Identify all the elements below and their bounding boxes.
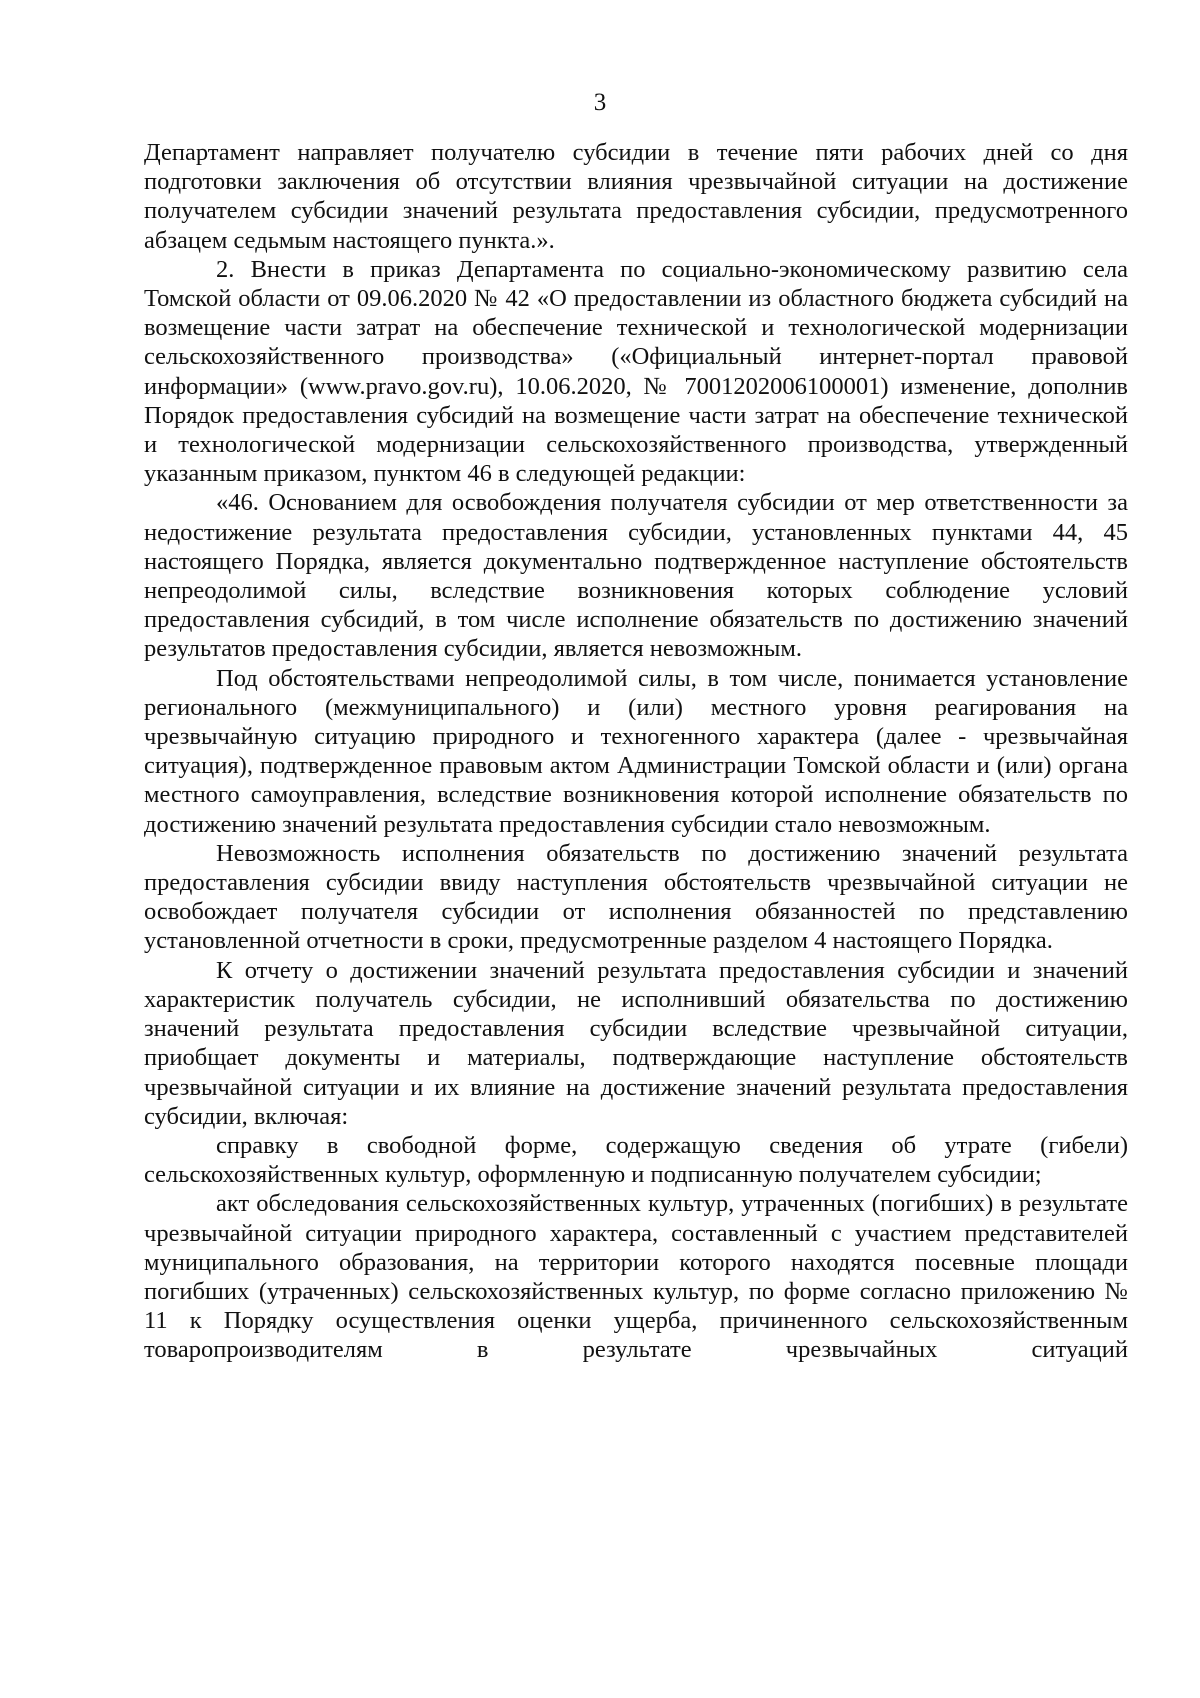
paragraph-point-46: «46. Основанием для освобождения получателя субсидии от мер ответственности за недостижение результата предоставления субсидии, установленных пунктами 44, 45 настоящего Порядка, является документально подтвержденное наступление обстоятельств непреодолимой силы, вследствие возникновения которых соблюдение условий предоставления субсидий, в том числе исполнение обязательств по достижению значений результатов предоставления субсидии, является невозможным.: [144, 489, 1128, 663]
document-body: [144, 138, 1128, 1365]
paragraph-reporting-obligation: Невозможность исполнения обязательств по достижению значений результата предоставления субсидии ввиду наступления обстоятельств чрезвычайной ситуации не освобождает получателя субсидии от исполнения обязанностей по представлению установленной отчетности в сроки, предусмотренные разделом 4 настоящего Порядка.: [144, 839, 1128, 955]
list-item-certificate: справку в свободной форме, содержащую сведения об утрате (гибели) сельскохозяйственных культур, оформленную и подписанную получателем субсидии;: [144, 1131, 1128, 1189]
paragraph-continuation: Департамент направляет получателю субсидии в течение пяти рабочих дней со дня подготовки заключения об отсутствии влияния чрезвычайной ситуации на достижение получателем субсидии значений результата предоставления субсидии, предусмотренного абзацем седьмым настоящего пункта.».: [144, 139, 1128, 254]
paragraph-report-attachments: К отчету о достижении значений результата предоставления субсидии и значений характеристик получатель субсидии, не исполнивший обязательства по достижению значений результата предоставления субсидии вследствие чрезвычайной ситуации, приобщает документы и материалы, подтверждающие наступление обстоятельств чрезвычайной ситуации и их влияние на достижение значений результата предоставления субсидии, включая:: [144, 956, 1128, 1130]
page-number: 3: [593, 89, 607, 116]
list-item-inspection-act: акт обследования сельскохозяйственных культур, утраченных (погибших) в результате чрезвычайной ситуации природного характера, составленный с участием представителей муниципального образования, на территории которого находятся посевные площади погибших (утраченных) сельскохозяйственных культур, по форме согласно приложению № 11 к Порядку осуществления оценки ущерба, причиненного сельскохозяйственным товаропроизводителям в результате чрезвычайных ситуаций: [144, 1190, 1128, 1364]
paragraph-item-2: 2. Внести в приказ Департамента по социально-экономическому развитию села Томской области от 09.06.2020 № 42 «О предоставлении из областного бюджета субсидий на возмещение части затрат на обеспечение технической и технологической модернизации сельскохозяйственного производства» («Официальный интернет-портал правовой информации» (www.pravo.gov.ru), 10.06.2020, № 7001202006100001) изменение, дополнив Порядок предоставления субсидий на возмещение части затрат на обеспечение технической и технологической модернизации сельскохозяйственного производства, утвержденный указанным приказом, пунктом 46 в следующей редакции:: [144, 255, 1128, 488]
paragraph-force-majeure-definition: Под обстоятельствами непреодолимой силы, в том числе, понимается установление регионального (межмуниципального) и (или) местного уровня реагирования на чрезвычайную ситуацию природного и техногенного характера (далее - чрезвычайная ситуация), подтвержденное правовым актом Администрации Томской области и (или) органа местного самоуправления, вследствие возникновения которой исполнение обязательств по достижению значений результата предоставления субсидии стало невозможным.: [144, 664, 1128, 838]
